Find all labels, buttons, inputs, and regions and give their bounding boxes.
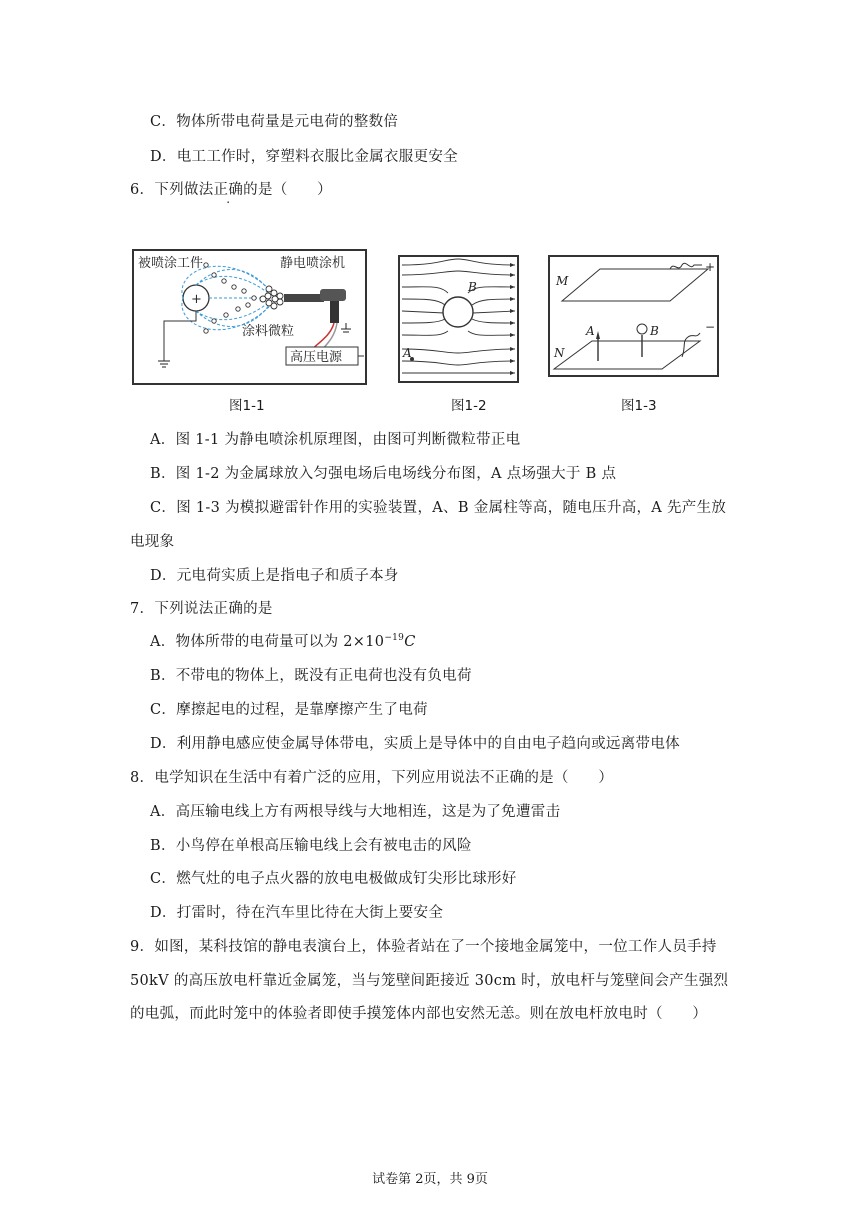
q9-line3: 的电弧，而此时笼中的体验者即使手摸笼体内部也安然无恙。则在放电杆放电时（ ） — [130, 1006, 708, 1022]
q6-option-c-line2: 电现象 — [130, 534, 175, 550]
q6-option-b: B．图 1-2 为金属球放入匀强电场后电场线分布图，A 点场强大于 B 点 — [150, 466, 617, 482]
q8-option-d: D．打雷时，待在汽车里比待在大街上要安全 — [150, 905, 444, 921]
q8-option-c: C．燃气灶的电子点火器的放电电极做成钉尖形比球形好 — [150, 871, 517, 887]
q6-option-d: D．元电荷实质上是指电子和质子本身 — [150, 568, 399, 584]
q9-line2: 50kV 的高压放电杆靠近金属笼，当与笼壁间距接近 30cm 时，放电杆与笼壁间会产生强烈 — [130, 973, 729, 989]
plate-n — [554, 341, 700, 369]
plus-sign: + — [705, 260, 716, 274]
q9-line1: 9．如图，某科技馆的静电表演台上，体验者站在了一个接地金属笼中，一位工作人员手持 — [130, 939, 717, 955]
q7-option-b: B．不带电的物体上，既没有正电荷也没有负电荷 — [150, 668, 472, 684]
spray-painting-diagram — [134, 251, 365, 383]
q7-option-a — [150, 630, 416, 651]
plate-m — [562, 269, 708, 301]
lightning-rod-diagram — [550, 257, 717, 375]
label-b: B — [650, 324, 659, 338]
label-gun: 静电喷涂机 — [280, 256, 346, 271]
q7-option-a-unit: C — [404, 634, 416, 650]
q6-stem-b: 的是（ ） — [243, 182, 332, 198]
q5-option-d: D．电工工作时，穿塑料衣服比金属衣服更安全 — [150, 149, 458, 165]
label-power: 高压电源 — [290, 350, 343, 365]
q6-option-c-line1: C．图 1-3 为模拟避雷针作用的实验装置，A、B 金属柱等高，随电压升高，A 先产生放 — [150, 500, 727, 516]
figure-1-1 — [132, 249, 367, 385]
q7-stem: 7．下列说法正确的是 — [130, 601, 273, 617]
label-n: N — [554, 346, 565, 360]
q7-option-d: D．利用静电感应使金属导体带电，实质上是导体中的自由电子趋向或远离带电体 — [150, 736, 680, 752]
page-footer: 试卷第 2页，共 9页 — [372, 1172, 488, 1187]
label-a: A — [403, 346, 412, 360]
metal-sphere — [443, 297, 473, 327]
q7-option-c: C．摩擦起电的过程，是靠摩擦产生了电荷 — [150, 702, 428, 718]
label-particles: 涂料微粒 — [242, 324, 295, 339]
q7-option-a-exponent: −19 — [384, 633, 405, 644]
q5-option-c: C．物体所带电荷量是元电荷的整数倍 — [150, 114, 399, 130]
caption-1-3: 图1-3 — [621, 398, 657, 414]
q6-stem-emphasis: 正确 — [213, 182, 244, 198]
q6-stem — [130, 178, 332, 199]
q6-option-a: A．图 1-1 为静电喷涂机原理图，由图可判断微粒带正电 — [150, 432, 521, 448]
q8-option-b: B．小鸟停在单根高压输电线上会有被电击的风险 — [150, 838, 472, 854]
q8-stem: 8．电学知识在生活中有着广泛的应用，下列应用说法不正确的是（ ） — [130, 770, 614, 786]
figure-1-2 — [398, 255, 519, 383]
q6-stem-a: 6．下列做法 — [130, 182, 214, 198]
figure-1-3 — [548, 255, 719, 377]
q8-option-a: A．高压输电线上方有两根导线与大地相连，这是为了免遭雷击 — [150, 804, 561, 820]
field-lines-diagram — [400, 257, 517, 381]
label-a: A — [586, 324, 595, 338]
caption-1-2: 图1-2 — [451, 398, 487, 414]
label-workpiece: 被喷涂工件 — [138, 256, 204, 271]
q7-option-a-text: A．物体所带的电荷量可以为 2×10 — [150, 634, 385, 650]
label-m: M — [556, 274, 569, 288]
caption-1-1: 图1-1 — [229, 398, 265, 414]
minus-sign: − — [705, 320, 716, 334]
svg-text:+: + — [191, 292, 202, 307]
label-b: B — [468, 280, 477, 294]
